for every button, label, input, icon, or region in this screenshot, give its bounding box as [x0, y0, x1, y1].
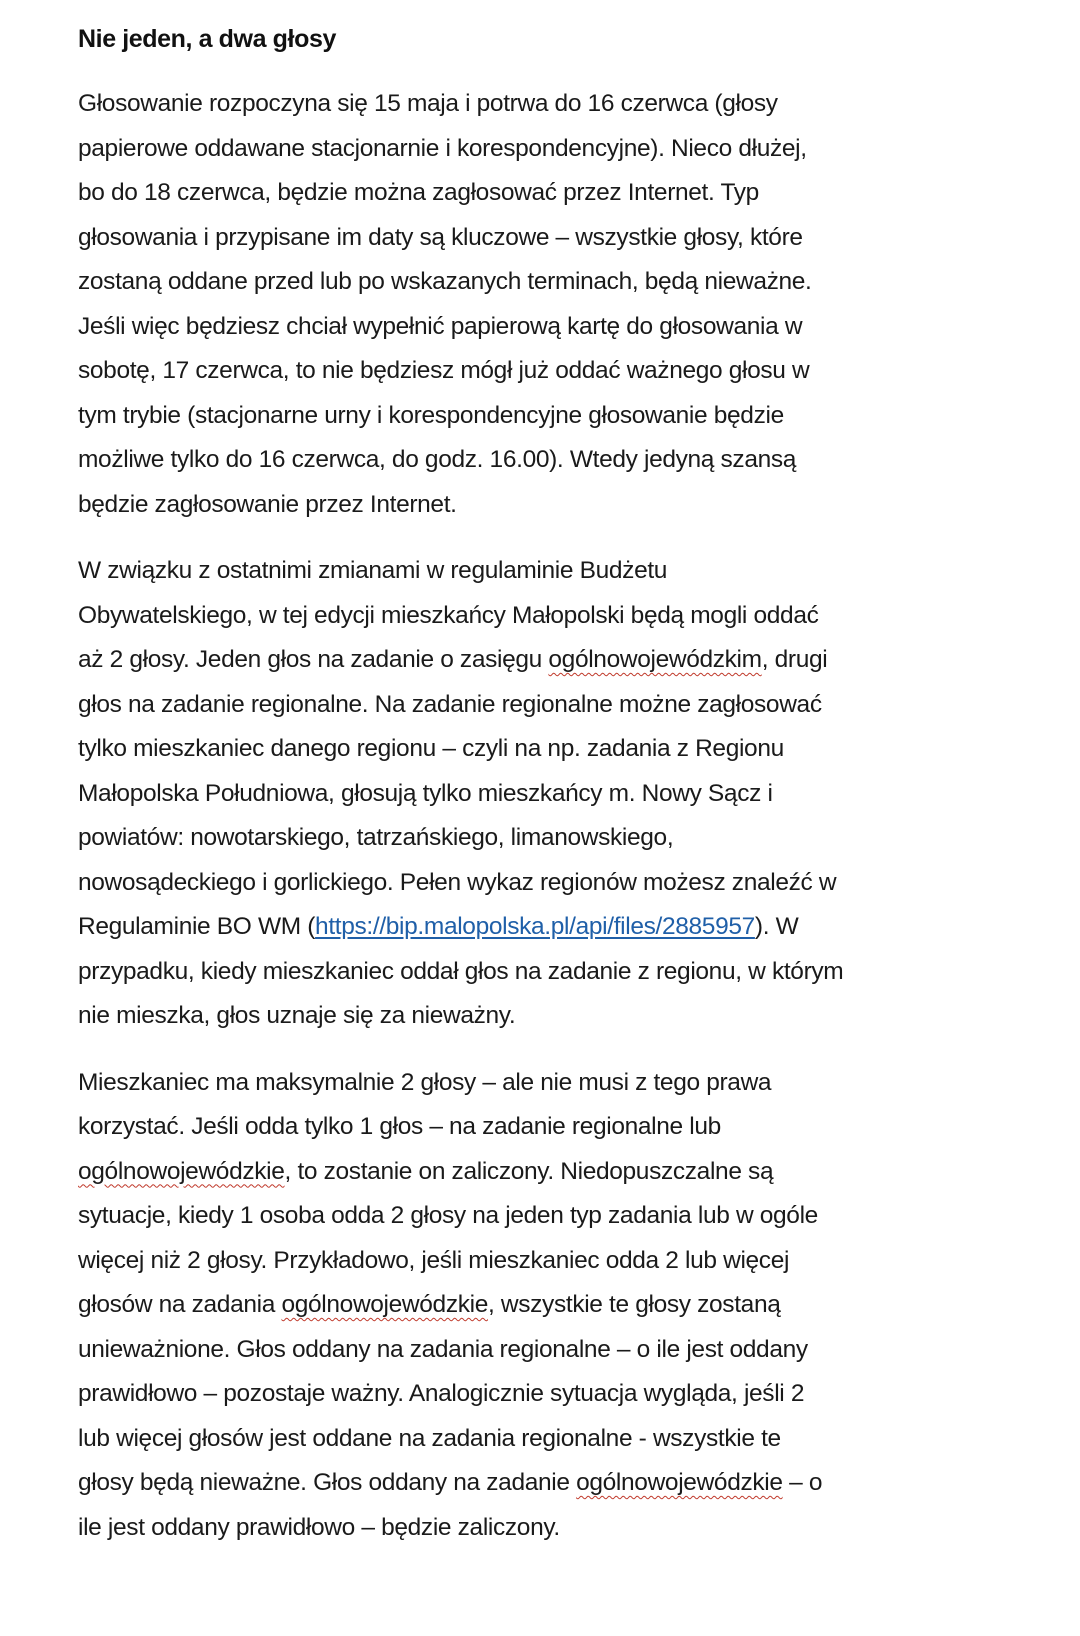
text-line: Obywatelskiego, w tej edycji mieszkańcy Małopolski będą mogli oddać	[78, 601, 819, 629]
text-segment: głosów na zadania	[78, 1291, 282, 1318]
text-line: tylko mieszkaniec danego regionu – czyli na np. zadania z Regionu	[78, 735, 784, 762]
spellcheck-flagged-word[interactable]: ogólnowojewódzkie	[281, 1291, 488, 1318]
text-line: głos na zadanie regionalne. Na zadanie regionalne możne zagłosować	[78, 690, 822, 718]
text-segment: aż 2 głosy. Jeden głos na zadanie o zasięgu	[78, 646, 549, 673]
text-line: nowosądeckiego i gorlickiego. Pełen wykaz regionów możesz znaleźć w	[78, 868, 837, 896]
text-line: sobotę, 17 czerwca, to nie będziesz mógł już oddać ważnego głosu w	[78, 357, 810, 384]
text-segment: głosy będą nieważne. Głos oddany na zadanie	[78, 1469, 577, 1496]
text-line: bo do 18 czerwca, będzie można zagłosować przez Internet. Typ	[78, 179, 759, 206]
spellcheck-flagged-word[interactable]: ogólnowojewódzkie	[576, 1469, 783, 1496]
spellcheck-flagged-word[interactable]: ogólnowojewódzkie	[78, 1157, 285, 1185]
regulations-link[interactable]: https://bip.malopolska.pl/api/files/2885957	[315, 913, 755, 940]
text-line: nie mieszka, głos uznaje się za nieważny.	[78, 1002, 516, 1029]
text-line: głosowania i przypisane im daty są kluczowe – wszystkie głosy, które	[78, 223, 803, 251]
text-line: lub więcej głosów jest oddane na zadania regionalne - wszystkie te	[78, 1424, 781, 1452]
text-line	[78, 905, 1068, 950]
text-line: Jeśli więc będziesz chciał wypełnić papierową kartę do głosowania w	[78, 312, 803, 340]
text-line: możliwe tylko do 16 czerwca, do godz. 16.00). Wtedy jedyną szansą	[78, 446, 797, 473]
text-line: korzystać. Jeśli odda tylko 1 głos – na zadanie regionalne lub	[78, 1113, 721, 1140]
text-segment: – o	[782, 1469, 823, 1496]
text-line: sytuacje, kiedy 1 osoba odda 2 głosy na jeden typ zadania lub w ogóle	[78, 1202, 818, 1229]
text-line: przypadku, kiedy mieszkaniec oddał głos na zadanie z regionu, w którym	[78, 957, 844, 985]
text-line: zostaną oddane przed lub po wskazanych terminach, będą nieważne.	[78, 268, 812, 295]
text-segment: ). W	[754, 913, 799, 940]
paragraph-max-votes	[78, 1061, 1068, 1551]
text-line: papierowe oddawane stacjonarnie i korespondencyjne). Nieco dłużej,	[78, 134, 807, 162]
spellcheck-flagged-word[interactable]: ogólnowojewódzkim	[548, 646, 762, 673]
text-line: powiatów: nowotarskiego, tatrzańskiego, limanowskiego,	[78, 824, 674, 851]
text-line: Głosowanie rozpoczyna się 15 maja i potrwa do 16 czerwca (głosy	[78, 90, 778, 117]
document-page	[78, 22, 1068, 1572]
text-segment: , to zostanie on zaliczony. Niedopuszczalne są	[284, 1157, 774, 1185]
text-line: tym trybie (stacjonarne urny i korespondencyjne głosowanie będzie	[78, 401, 784, 429]
paragraph-two-votes-rules	[78, 549, 1068, 1039]
text-line: Małopolska Południowa, głosują tylko mieszkańcy m. Nowy Sącz i	[78, 779, 773, 807]
text-line	[78, 1461, 1068, 1506]
document-heading: Nie jeden, a dwa głosy	[78, 25, 336, 53]
text-line: unieważnione. Głos oddany na zadania regionalne – o ile jest oddany	[78, 1335, 808, 1363]
text-line: prawidłowo – pozostaje ważny. Analogicznie sytuacja wygląda, jeśli 2	[78, 1380, 805, 1407]
text-line: Mieszkaniec ma maksymalnie 2 głosy – ale nie musi z tego prawa	[78, 1068, 772, 1096]
text-line: będzie zagłosowanie przez Internet.	[78, 490, 457, 518]
text-segment: Regulaminie BO WM (	[78, 913, 316, 940]
text-line	[78, 1150, 1068, 1195]
text-segment: , wszystkie te głosy zostaną	[488, 1291, 781, 1318]
text-line	[78, 1283, 1068, 1328]
text-segment: , drugi	[761, 646, 828, 673]
text-line: więcej niż 2 głosy. Przykładowo, jeśli mieszkaniec odda 2 lub więcej	[78, 1246, 790, 1274]
text-line: ile jest oddany prawidłowo – będzie zaliczony.	[78, 1513, 560, 1541]
paragraph-voting-dates	[78, 82, 1068, 527]
text-line: W związku z ostatnimi zmianami w regulaminie Budżetu	[78, 557, 668, 584]
text-line	[78, 638, 1068, 683]
